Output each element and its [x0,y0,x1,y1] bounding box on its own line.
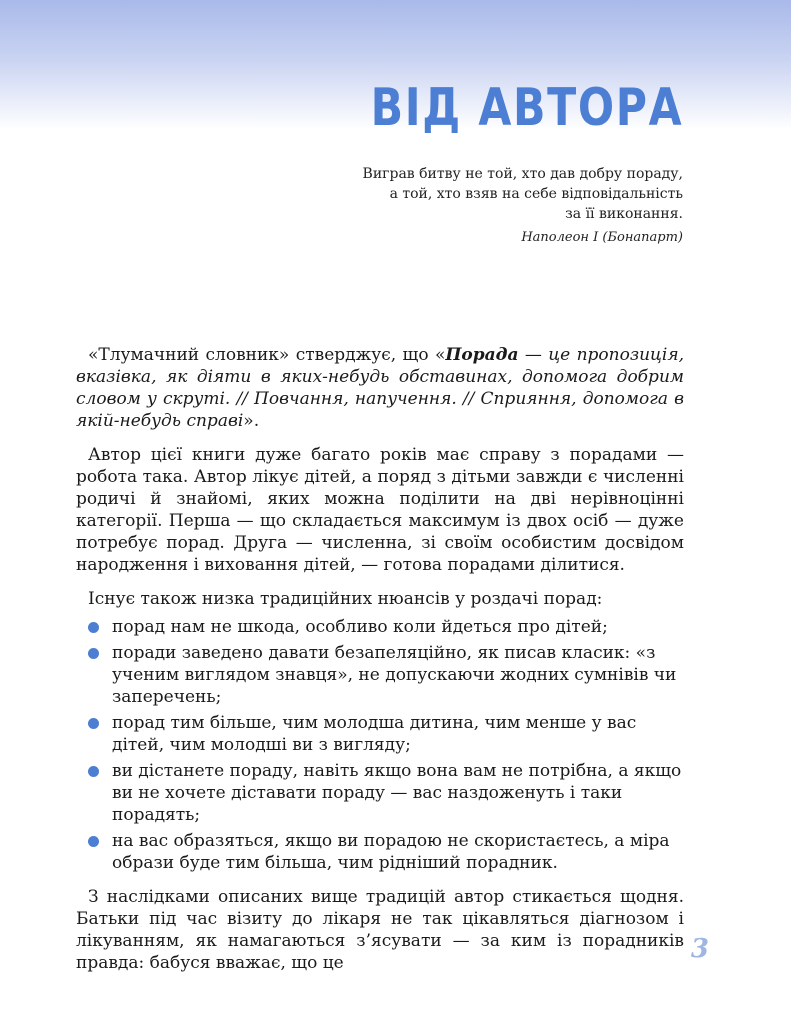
list-item-text: поради заведено давати безапеляційно, як писав класик: «з ученим виглядом знавця», не допускаючи жодних сумнівів чи заперечень; [112,643,677,707]
bullet-icon [88,648,99,659]
body-text [76,344,684,986]
paragraph-definition [76,344,684,432]
list-item [76,616,684,638]
bullet-icon [88,836,99,847]
definition-close: ». [243,411,260,431]
list-item [76,830,684,874]
definition-text: — це пропозиція, вказівка, як діяти в яких-небудь обставинах, допомога добрим словом у скруті. // Повчання, напучення. // Сприяння, допомога в якій-небудь справі [76,345,684,431]
bullet-icon [88,766,99,777]
bullet-icon [88,718,99,729]
list-item [76,712,684,756]
chapter-title: ВІД АВТОРА [370,78,683,138]
list-item-text: на вас образяться, якщо ви порадою не скористаєтесь, а міра образи буде тим більша, чим рідніший порадник. [112,831,670,873]
definition-open: «Тлумачний словник» стверджує, що « [88,345,446,365]
epigraph-line: за її виконання. [565,206,683,222]
list-item-text: порад тим більше, чим молодша дитина, чим менше у вас дітей, чим молодші ви з вигляду; [112,713,637,755]
paragraph-consequences: З наслідками описаних вище традицій автор стикається щодня. Батьки під час візиту до лікаря не так цікавляться діагнозом і лікуванням, як намагаються з’ясувати — за ким із порадників правда: бабуся вважає, що це [76,887,684,973]
epigraph-line: а той, хто взяв на себе відповідальність [389,186,683,202]
nuances-list [76,616,684,874]
list-item [76,642,684,708]
definition-term: Порада [445,345,519,365]
paragraph-nuances: Існує також низка традиційних нюансів у роздачі порад: [88,589,603,609]
page-number: 3 [690,934,709,964]
bullet-icon [88,622,99,633]
paragraph-intro: Автор цієї книги дуже багато років має справу з порадами — робота така. Автор лікує дітей, а поряд з дітьми завжди є численні родичі й знайомі, яких можна поділити на дві нерівноцінні категорії. Перша — що складається максимум із двох осіб — дуже потребує порад. Друга — численна, зі своїм особистим досвідом народження і виховання дітей, — готова порадами ділитися. [76,445,684,575]
epigraph-author: Наполеон І (Бонапарт) [521,230,683,245]
list-item [76,760,684,826]
list-item-text: ви дістанете пораду, навіть якщо вона вам не потрібна, а якщо ви не хочете діставати пораду — вас наздоженуть і таки порадять; [112,761,682,825]
epigraph-line: Виграв битву не той, хто дав добру пораду, [362,166,683,182]
list-item-text: порад нам не шкода, особливо коли йдеться про дітей; [112,617,608,637]
epigraph [323,164,683,248]
